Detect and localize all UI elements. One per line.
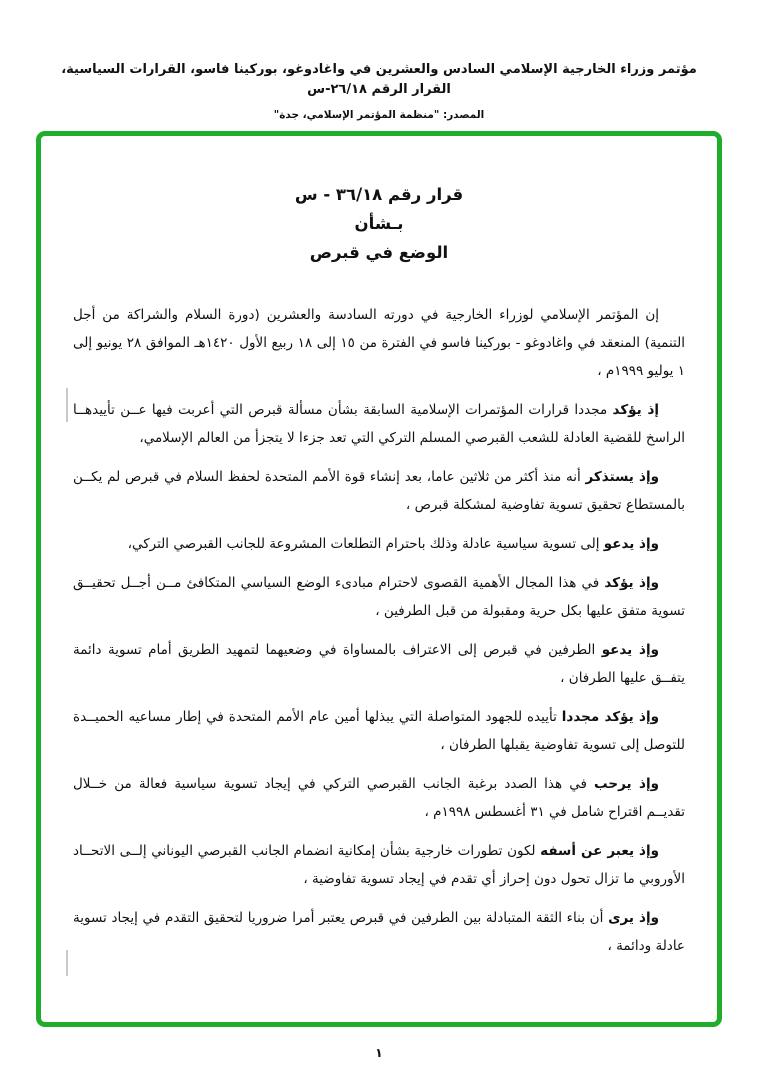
clause-paragraph [73, 530, 685, 558]
archive-header [0, 60, 758, 121]
scan-artifact-mark [66, 388, 68, 422]
clause-lead: وإذ يرى [608, 910, 659, 926]
resolution-content [41, 136, 717, 960]
clause-paragraph [73, 770, 685, 826]
clause-text: أنه منذ أكثر من ثلاثين عاما، بعد إنشاء قوة الأمم المتحدة لحفظ السلام في قبرص لم يكــن بالمستطاع تحقيق تسوية تفاوضية لمشكلة قبرص ، [73, 469, 685, 513]
clause-paragraph [73, 636, 685, 692]
clause-lead: وإذ يؤكد مجددا [561, 709, 659, 725]
clause-paragraph [73, 904, 685, 960]
resolution-clauses [73, 301, 685, 960]
clause-lead: وإذ يعبر عن أسفه [540, 843, 659, 859]
clause-paragraph [73, 569, 685, 625]
resolution-number-line: قرار رقم ٣٦/١٨ - س [294, 185, 464, 204]
clause-lead: وإذ يرحب [594, 776, 659, 792]
clause-text: لكون تطورات خارجية بشأن إمكانية انضمام الجانب القبرصي اليوناني إلــى الاتحــاد الأوروبي ما تزال تحول دون إحراز أي تقدم في إيجاد تسوية تفاوضية ، [73, 843, 685, 887]
clause-text: الطرفين في قبرص إلى الاعتراف بالمساواة في وضعيهما لتمهيد الطريق أمام تسوية دائمة يتفــق عليها الطرفان ، [73, 642, 685, 686]
clause-text: تأييده للجهود المتواصلة التي يبذلها أمين عام الأمم المتحدة في إطار مساعيه الحميــدة للتوصل إلى تسوية تفاوضية يقبلها الطرفان ، [73, 709, 685, 753]
resolution-regarding-line: بـشأن [354, 214, 404, 233]
clause-lead: وإذ يدعو [603, 536, 659, 552]
page-number: ١ [375, 1045, 383, 1060]
clause-text: في هذا المجال الأهمية القصوى لاحترام مبادىء الوضع السياسي المتكافئ مــن أجــل تحقيــق تسوية متفق عليها بكل حرية ومقبولة من قبل الطرفين ، [73, 575, 685, 619]
clause-paragraph [73, 396, 685, 452]
source-line: المصدر: "منظمة المؤتمر الإسلامي، جدة" [273, 109, 485, 121]
preamble-paragraph [73, 301, 685, 385]
clause-text: إلى تسوية سياسية عادلة وذلك باحترام التطلعات المشروعة للجانب القبرصي التركي، [127, 536, 604, 552]
clause-lead: وإذ يستذكر [585, 469, 659, 485]
clause-text: أن بناء الثقة المتبادلة بين الطرفين في قبرص يعتبر أمرا ضروريا لتحقيق التقدم في إيجاد تسوية عادلة ودائمة ، [73, 910, 685, 954]
clause-paragraph [73, 837, 685, 893]
resolution-border-box [36, 131, 722, 1027]
clause-paragraph [73, 703, 685, 759]
clause-lead: وإذ يؤكد [604, 575, 659, 591]
conference-reference-line: مؤتمر وزراء الخارجية الإسلامي السادس والعشرين في واغادوغو، بوركينا فاسو، القرارات السياسية، القرار الرقم ٢٦/١٨-س [61, 62, 697, 97]
resolution-subject-line: الوضع في قبرص [309, 243, 449, 262]
resolution-title [73, 180, 685, 267]
clause-text: مجددا قرارات المؤتمرات الإسلامية السابقة بشأن مسألة قبرص التي أعربت فيها عــن تأييدهــا الراسخ للقضية العادلة للشعب القبرصي المسلم التركي التي تعد جزءا لا يتجزأ من العالم الإسلامي، [73, 402, 685, 446]
scan-artifact-mark [66, 950, 68, 976]
clause-lead: إذ يؤكد [612, 402, 660, 418]
clause-lead: وإذ يدعو [601, 642, 660, 658]
clause-paragraph [73, 463, 685, 519]
clause-text: في هذا الصدد برغبة الجانب القبرصي التركي في إيجاد تسوية سياسية فعالة من خــلال تقديــم اقتراح شامل في ٣١ أغسطس ١٩٩٨م ، [73, 776, 685, 820]
clause-text: إن المؤتمر الإسلامي لوزراء الخارجية في دورته السادسة والعشرين (دورة السلام والشراكة من أجل التنمية) المنعقد في واغادوغو - بوركينا فاسو في الفترة من ١٥ إلى ١٨ ربيع الأول ١٤٢٠هـ الموافق ٢٨ يونيو إلى ١ يوليو ١٩٩٩م ، [73, 307, 685, 379]
